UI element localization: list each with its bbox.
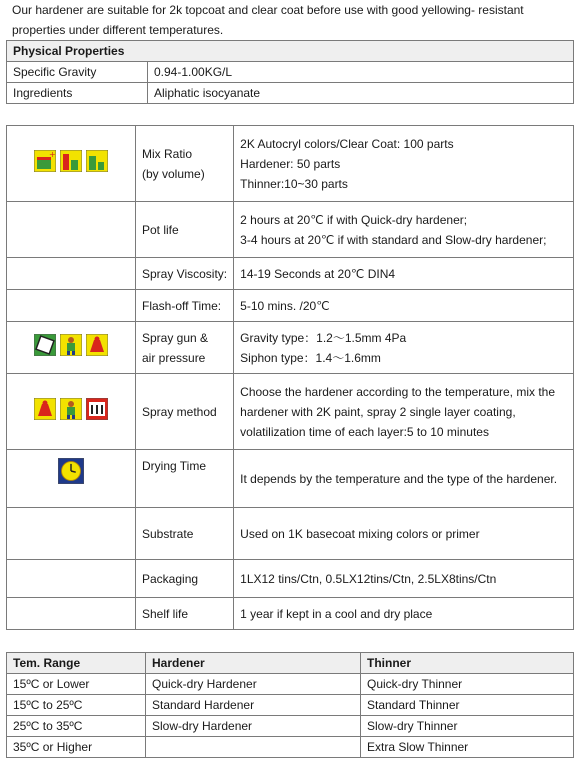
range-header: Tem. Range [7,653,146,674]
table-row [7,290,574,322]
table-row [7,62,574,83]
property-label: Ingredients [7,83,148,104]
mixing-can-icon [34,150,56,172]
flash-off-label: Flash-off Time: [136,290,234,322]
range-cell: 15ºC or Lower [7,674,146,695]
drying-time-value: It depends by the temperature and the type of the hardener. [234,450,574,508]
table-row [7,126,574,202]
mix-ratio-label-line1: Mix Ratio [142,146,193,161]
drying-time-label: Drying Time [136,450,234,508]
pot-life-value [234,202,574,258]
substrate-label: Substrate [136,508,234,560]
spray-viscosity-value: 14-19 Seconds at 20℃ DIN4 [234,258,574,290]
table-row [7,716,574,737]
mix-ratio-line: 2K Autocryl colors/Clear Coat: 100 parts [240,136,454,151]
packaging-value: 1LX12 tins/Ctn, 0.5LX12tins/Ctn, 2.5LX8tins/Ctn [234,560,574,598]
range-cell: 15ºC to 25ºC [7,695,146,716]
hardener-cell: Quick-dry Hardener [146,674,361,695]
green-bar-can-icon [86,150,108,172]
spray-method-line: hardener with 2K paint, spray 2 single layer coating, [240,404,516,419]
property-value: Aliphatic isocyanate [148,83,574,104]
pot-life-line: 2 hours at 20℃ if with Quick-dry hardener; [240,212,468,227]
table-row [7,560,574,598]
spray-gun-line: Siphon type：1.4～1.6mm [240,350,381,365]
mix-ratio-value [234,126,574,202]
table-row [7,674,574,695]
spray-gun-label-line2: air pressure [142,350,206,365]
table-row [7,737,574,758]
thinner-cell: Standard Thinner [361,695,574,716]
table-row [7,695,574,716]
table-row [7,450,574,508]
spray-person-icon [34,398,56,420]
spray-gun-value [234,322,574,374]
spray-method-label: Spray method [136,374,234,450]
thinner-cell: Slow-dry Thinner [361,716,574,737]
spray-viscosity-label: Spray Viscosity: [136,258,234,290]
thinner-cell: Quick-dry Thinner [361,674,574,695]
spray-method-value [234,374,574,450]
spray-gun-label [136,322,234,374]
application-spec-table [6,125,574,630]
mix-icons [7,126,136,202]
table-row [7,322,574,374]
pot-life-label: Pot life [136,202,234,258]
thinner-cell: Extra Slow Thinner [361,737,574,758]
table-row [7,83,574,104]
table-row [7,598,574,630]
drying-icons [7,450,136,508]
hardener-cell: Standard Hardener [146,695,361,716]
temperature-range-table [6,652,574,758]
table-row [7,374,574,450]
spray-gun-label-line1: Spray gun & [142,330,209,345]
layers-icon [86,398,108,420]
table-row [7,508,574,560]
substrate-value: Used on 1K basecoat mixing colors or primer [234,508,574,560]
clock-icon [58,458,84,484]
hardener-cell: Slow-dry Hardener [146,716,361,737]
range-cell: 35ºC or Higher [7,737,146,758]
mix-ratio-line: Thinner:10~30 parts [240,176,348,191]
packaging-label: Packaging [136,560,234,598]
physical-properties-heading: Physical Properties [7,41,574,62]
painter-icon [60,398,82,420]
spray-gun-icons [7,322,136,374]
hardener-cell [146,737,361,758]
pot-life-line: 3-4 hours at 20℃ if with standard and Slow-dry hardener; [240,232,547,247]
spray-gun-line: Gravity type：1.2～1.5mm 4Pa [240,330,407,345]
hardener-header: Hardener [146,653,361,674]
property-label: Specific Gravity [7,62,148,83]
shelf-life-label: Shelf life [136,598,234,630]
svg-text:+: + [49,149,56,159]
table-row [7,258,574,290]
red-spray-icon [86,334,108,356]
mix-ratio-line: Hardener: 50 parts [240,156,341,171]
spray-gun-icon [34,334,56,356]
intro-text: Our hardener are suitable for 2k topcoat and clear coat before use with good yellowing- resistant properties under different temperatures. [12,3,524,37]
thinner-header: Thinner [361,653,574,674]
shelf-life-value: 1 year if kept in a cool and dry place [234,598,574,630]
flash-off-value: 5-10 mins. /20℃ [234,290,574,322]
spray-method-icons [7,374,136,450]
red-bar-can-icon [60,150,82,172]
mix-ratio-label [136,126,234,202]
spray-method-line: volatilization time of each layer:5 to 10 minutes [240,424,489,439]
table-row [7,202,574,258]
spray-method-line: Choose the hardener according to the temperature, mix the [240,384,556,399]
mix-ratio-label-line2: (by volume) [142,166,205,181]
range-cell: 25ºC to 35ºC [7,716,146,737]
painter-icon [60,334,82,356]
property-value: 0.94-1.00KG/L [148,62,574,83]
physical-properties-table [6,40,574,104]
